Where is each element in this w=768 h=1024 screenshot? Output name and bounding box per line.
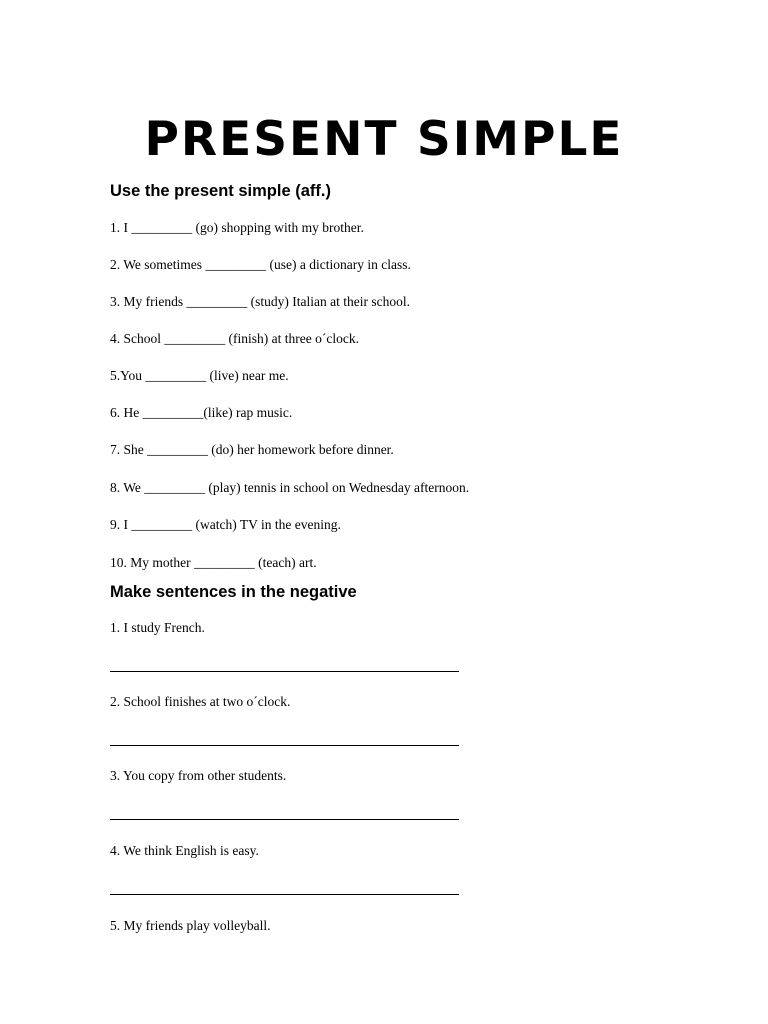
negative-item: 3. You copy from other students. [110, 768, 287, 783]
exercise-item: 4. School _________ (finish) at three o´clock. [110, 331, 359, 346]
exercise-item: 7. She _________ (do) her homework before dinner. [110, 442, 394, 457]
answer-line [110, 894, 459, 895]
page-title: PRESENT SIMPLE [144, 112, 624, 167]
answer-line [110, 745, 459, 746]
exercise-item: 1. I _________ (go) shopping with my brother. [110, 220, 364, 235]
exercise-item: 8. We _________ (play) tennis in school on Wednesday afternoon. [110, 480, 470, 495]
section-heading-negative: Make sentences in the negative [110, 583, 357, 601]
exercise-item: 5.You _________ (live) near me. [110, 368, 289, 383]
answer-line [110, 671, 459, 672]
exercise-item: 10. My mother _________ (teach) art. [110, 555, 317, 570]
exercise-item: 6. He _________(like) rap music. [110, 405, 293, 420]
negative-item: 5. My friends play volleyball. [110, 918, 271, 933]
section-heading-affirmative: Use the present simple (aff.) [110, 182, 331, 200]
negative-item: 4. We think English is easy. [110, 843, 259, 858]
exercise-item: 2. We sometimes _________ (use) a dictionary in class. [110, 257, 411, 272]
exercise-item: 9. I _________ (watch) TV in the evening. [110, 517, 341, 532]
exercise-item: 3. My friends _________ (study) Italian at their school. [110, 294, 410, 309]
answer-line [110, 819, 459, 820]
negative-item: 1. I study French. [110, 620, 205, 635]
negative-item: 2. School finishes at two o´clock. [110, 694, 291, 709]
